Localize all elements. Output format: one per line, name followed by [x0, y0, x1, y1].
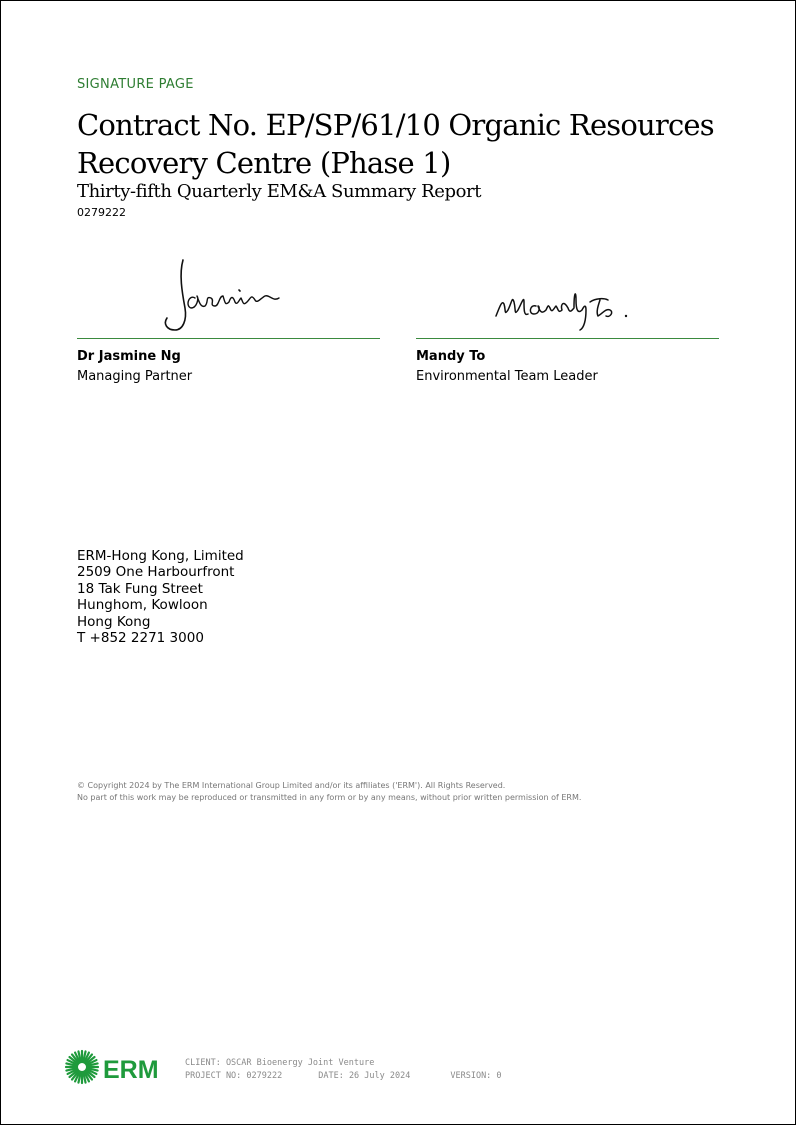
page-kicker: SIGNATURE PAGE: [77, 77, 194, 92]
copyright-line: No part of this work may be reproduced or transmitted in any form or by any means, without prior written permission of ERM.: [77, 793, 582, 802]
signature-image-jasmine: [77, 250, 381, 338]
footer-client-row: [185, 1057, 502, 1070]
erm-sunburst-logo-icon: [64, 1049, 164, 1085]
address-line: Hong Kong: [77, 613, 151, 630]
footer-project-row: [185, 1070, 502, 1083]
company-address: [77, 548, 244, 646]
signature-scribble-jasmine-icon: [155, 254, 315, 340]
footer-meta: [185, 1057, 502, 1083]
address-line: 2509 One Harbourfront: [77, 564, 235, 581]
signatory-name: Mandy To: [416, 349, 486, 364]
footer-version: VERSION: 0: [450, 1071, 502, 1081]
signatory-role: Managing Partner: [77, 369, 193, 384]
address-line: ERM-Hong Kong, Limited: [77, 548, 244, 564]
footer-date: DATE: 26 July 2024: [318, 1071, 411, 1081]
signature-block-right: [416, 250, 720, 384]
address-line: Hunghom, Kowloon: [77, 597, 208, 614]
document-reference: 0279222: [77, 206, 126, 219]
document-title: Contract No. EP/SP/61/10 Organic Resources Recovery Centre (Phase 1): [77, 108, 714, 180]
copyright-notice: [77, 780, 581, 804]
signature-block-left: [77, 250, 381, 384]
address-line: 18 Tak Fung Street: [77, 580, 203, 597]
address-phone: T +852 2271 3000: [77, 630, 204, 647]
signature-scribble-mandy-icon: [490, 280, 650, 340]
copyright-line: © Copyright 2024 by The ERM International Group Limited and/or its affiliates ('ERM'). All Rights Reserved.: [77, 781, 506, 790]
footer-project-no: PROJECT NO: 0279222: [185, 1071, 283, 1081]
signature-image-mandy: [416, 250, 720, 338]
signatory-role: Environmental Team Leader: [416, 369, 598, 384]
document-subtitle: Thirty-fifth Quarterly EM&A Summary Report: [77, 181, 482, 202]
erm-logo: [64, 1049, 164, 1085]
logo-text: ERM: [103, 1056, 159, 1084]
footer-client: CLIENT: OSCAR Bioenergy Joint Venture: [185, 1058, 375, 1068]
signatory-name: Dr Jasmine Ng: [77, 349, 181, 364]
